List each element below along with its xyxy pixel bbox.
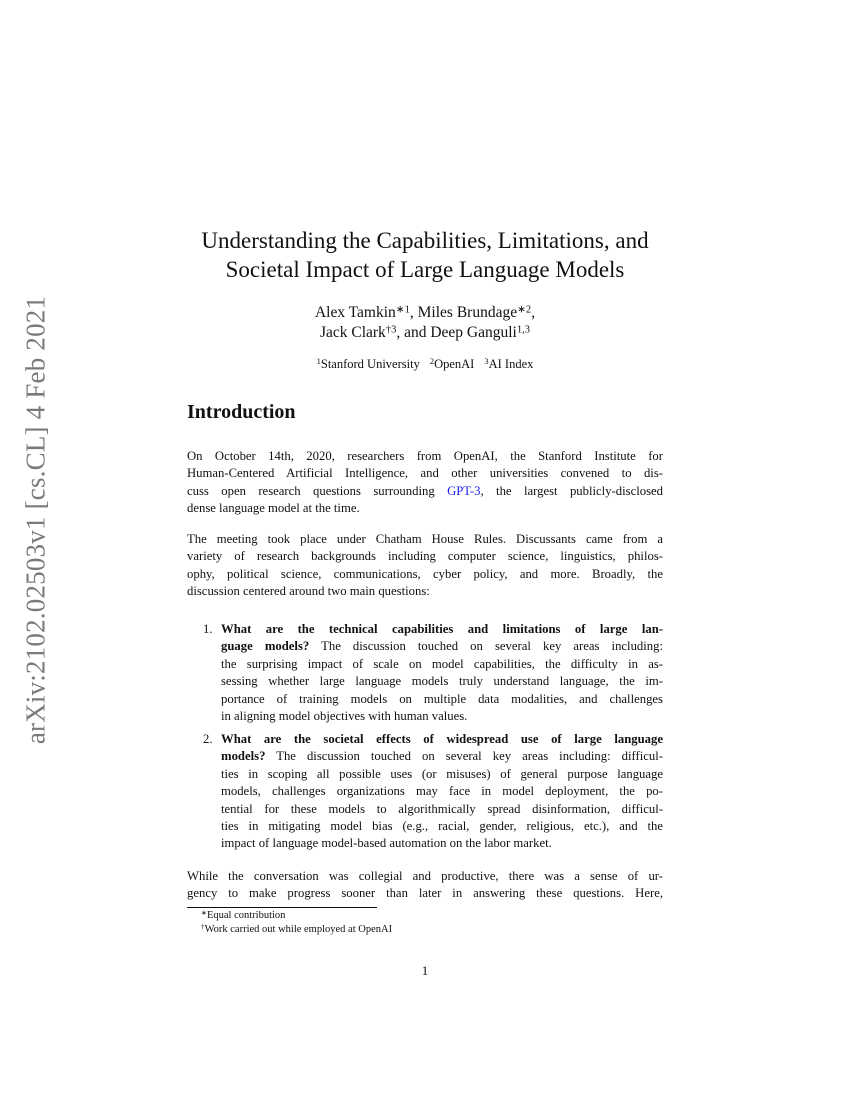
footnote-marker: †	[201, 922, 205, 931]
affiliations	[150, 356, 700, 372]
paragraph-line: ophy, political science, communications, cyber policy, and more. Broadly, the	[187, 566, 663, 581]
author-name: Jack Clark	[319, 324, 386, 341]
affiliation-name: AI Index	[488, 357, 534, 371]
author-separator: ,	[531, 304, 536, 321]
affiliation-number: 3	[484, 356, 489, 367]
paragraph-line: cuss open research questions surrounding GPT-3, the largest publicly-disclosed	[187, 483, 663, 498]
footnote-marker: ∗	[201, 908, 207, 917]
paragraph-line: On October 14th, 2020, researchers from OpenAI, the Stanford Institute for	[187, 449, 663, 463]
list-question-line: What are the technical capabilities and limitations of large lan-	[221, 622, 663, 636]
list-body-line: sessing whether large language models truly understand language, the im-	[221, 674, 663, 689]
title-line-1: Understanding the Capabilities, Limitations, and	[201, 228, 649, 253]
paragraph-line: gency to make progress sooner than later in answering these questions. Here,	[187, 886, 663, 901]
list-question-line: guage models? The discussion touched on several key areas including:	[221, 639, 664, 654]
author-marker: †3	[385, 324, 397, 336]
page-number: 1	[421, 963, 429, 978]
affiliation-name: OpenAI	[434, 357, 475, 371]
footnote-text: Equal contribution	[206, 910, 286, 921]
footnotes	[187, 909, 663, 937]
list-body-line: tential for these models to algorithmically spread disinformation, difficul-	[221, 801, 663, 816]
paragraph-line: The meeting took place under Chatham House Rules. Discussants came from a	[187, 532, 663, 546]
list-body-line: in aligning model objectives with human values.	[221, 709, 468, 724]
paragraph-line: discussion centered around two main questions:	[187, 584, 430, 599]
list-body-line: ties in mitigating model bias (e.g., racial, gender, religious, etc.), and the	[221, 819, 663, 834]
list-item-body	[221, 621, 663, 725]
author-line-2	[150, 323, 700, 343]
list-number: 1.	[203, 622, 213, 636]
footnote-divider	[187, 907, 377, 908]
author-line-1	[150, 303, 700, 323]
author-name: Alex Tamkin	[314, 304, 396, 321]
title-line-2: Societal Impact of Large Language Models	[225, 257, 625, 282]
paragraph-3	[187, 868, 663, 903]
affiliation-number: 1	[316, 356, 321, 367]
paragraph-line: dense language model at the time.	[187, 501, 360, 516]
paragraph-line: Human-Centered Artificial Intelligence, and other universities convened to dis-	[187, 466, 663, 481]
paragraph-line: While the conversation was collegial and productive, there was a sense of ur-	[187, 869, 663, 883]
section-heading-introduction: Introduction	[187, 401, 296, 423]
list-body-line: models, challenges organizations may face in model deployment, the po-	[221, 784, 663, 799]
paragraph-line: variety of research backgrounds including computer science, linguistics, philos-	[187, 549, 663, 564]
list-number: 2.	[203, 732, 213, 746]
list-body-line: the surprising impact of scale on model capabilities, the difficulty in as-	[221, 656, 663, 671]
footnote-text: Work carried out while employed at OpenAI	[204, 924, 393, 935]
affiliation-number: 2	[429, 356, 435, 367]
paragraph-1	[187, 448, 663, 518]
affiliation-name: Stanford University	[320, 357, 420, 371]
author-name: , Miles Brundage	[409, 304, 518, 321]
author-list	[150, 303, 700, 343]
gpt3-link[interactable]: GPT-3	[447, 483, 481, 498]
paragraph-2	[187, 531, 663, 601]
author-marker: 1,3	[516, 324, 531, 336]
author-name: , and Deep Ganguli	[396, 324, 517, 341]
list-question-line: What are the societal effects of widespread use of large language	[221, 732, 663, 746]
footnote-1	[187, 909, 663, 923]
list-question-line: models? The discussion touched on several key areas including: difficul-	[221, 749, 663, 764]
author-marker: ∗1	[395, 304, 410, 316]
paper-title	[150, 226, 700, 284]
list-item-body	[221, 731, 663, 853]
list-body-line: impact of language model-based automation on the labor market.	[221, 836, 552, 851]
list-body-line: ties in scoping all possible uses (or misuses) of general purpose language	[221, 766, 663, 781]
arxiv-identifier-text: arXiv:2102.02503v1 [cs.CL] 4 Feb 2021	[20, 295, 51, 745]
list-body-line: portance of training models on multiple data modalities, and challenges	[221, 691, 663, 706]
author-marker: ∗2	[517, 304, 532, 316]
footnote-2	[187, 923, 663, 937]
